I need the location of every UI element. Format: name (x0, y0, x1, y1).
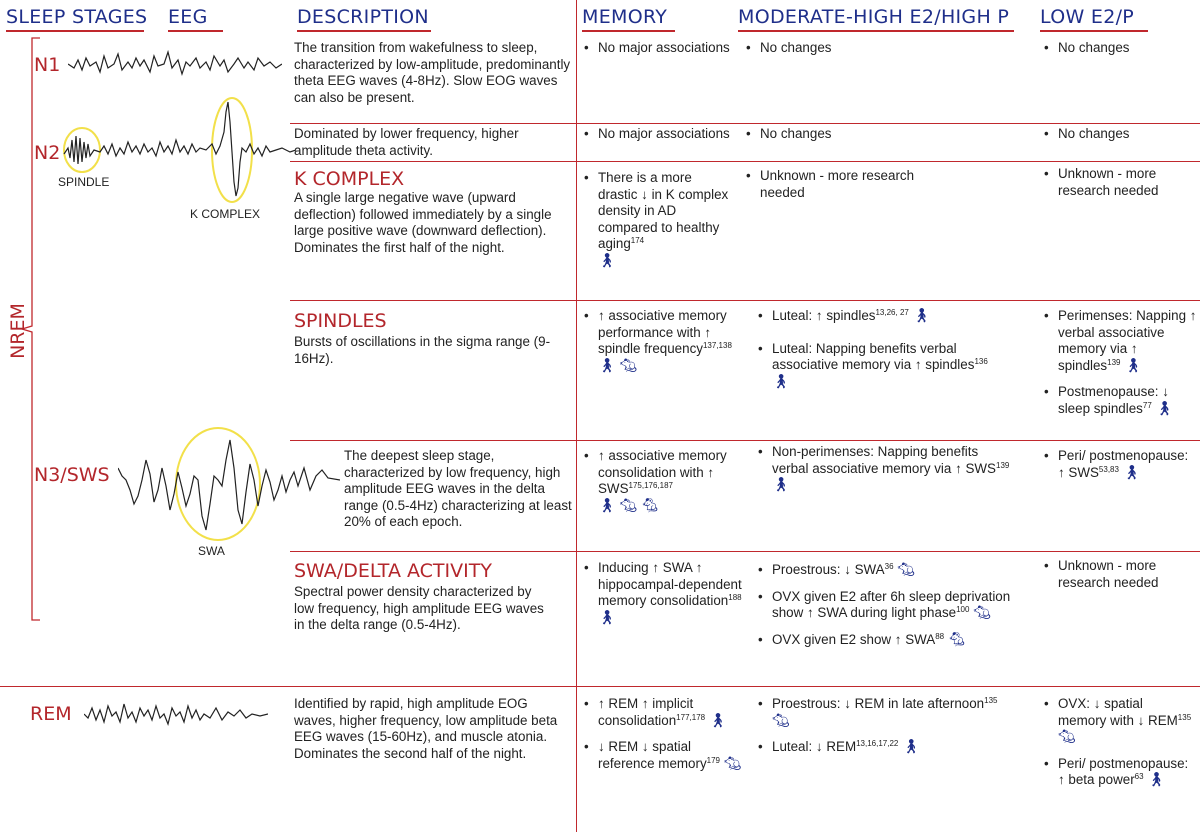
n2-low: • No changes (1042, 126, 1198, 143)
header-sleep-stages: SLEEP STAGES (6, 6, 148, 28)
row-divider (290, 161, 1200, 162)
rat-icon: 🐀︎ (619, 356, 638, 373)
spindles-description: Bursts of oscillations in the sigma range (9-16Hz). (294, 334, 551, 366)
kcomplex-title: K COMPLEX (294, 168, 405, 190)
human-icon: 🚶︎ (1122, 463, 1141, 480)
header-moderate-high: MODERATE-HIGH E2/HIGH P (738, 6, 1010, 28)
spindle-label: SPINDLE (58, 175, 110, 189)
n3-high: • Non-perimenses: Napping benefits verbal associative memory via ↑ SWS$^{139}$ 🚶︎ (756, 444, 1014, 494)
rat-icon: 🐀︎ (897, 561, 916, 577)
row-divider (290, 440, 1200, 441)
n3-description: The deepest sleep stage, characterized by low frequency, high amplitude EEG waves in the delta range (0.5-4Hz) characterizing at least 20% of each epoch. (344, 448, 572, 530)
kcomplex-memory: • There is a more drastic ↓ in K complex density in AD compared to healthy aging$^{174}$ 🚶︎ (582, 170, 732, 270)
stage-n1-label: N1 (34, 54, 61, 76)
spindles-low: • Perimenses: Napping ↑ verbal associative memory via ↑ spindles$^{139}$ 🚶︎ • Postmenopause: ↓ sleep spindles$^{77}$ 🚶︎ (1042, 308, 1198, 418)
human-icon: 🚶︎ (772, 476, 790, 493)
spindles-memory: • ↑ associative memory performance with ↑ spindle frequency$^{137,138}$ 🚶︎ 🐀︎ (582, 308, 750, 374)
rem-description: Identified by rapid, high amplitude EOG waves, higher frequency, low amplitude beta EEG waves (15-60Hz), and muscle atonia. Dominates the second half of the night. (294, 696, 558, 761)
kcomplex-description: A single large negative wave (upward deflection) followed immediately by a single large positive wave (downward deflection). Dominates the first half of the night. (294, 190, 552, 255)
header-description: DESCRIPTION (297, 6, 429, 28)
column-divider (576, 0, 577, 832)
swa-title: SWA/DELTA ACTIVITY (294, 560, 492, 582)
human-icon: 🚶︎ (598, 608, 616, 625)
spindles-title: SPINDLES (294, 310, 387, 332)
n3-memory: • ↑ associative memory consolidation with ↑ SWS$^{175,176,187}$ 🚶︎ 🐀︎ 🐁︎ (582, 448, 732, 514)
row-divider (290, 300, 1200, 301)
eeg-wave-n1 (68, 46, 282, 82)
human-icon: 🚶︎ (708, 711, 727, 728)
nrem-label: NREM (7, 303, 29, 359)
human-icon: 🚶︎ (902, 738, 920, 755)
n1-high: • No changes (744, 40, 1014, 57)
human-icon: 🚶︎ (772, 372, 790, 389)
header-eeg: EEG (168, 6, 208, 28)
human-icon: 🚶︎ (598, 496, 616, 513)
header-low: LOW E2/P (1040, 6, 1135, 28)
human-icon: 🚶︎ (1124, 356, 1143, 373)
kcomplex-label: K COMPLEX (190, 207, 261, 221)
header-underline (1040, 30, 1148, 32)
header-underline (6, 30, 144, 32)
swa-low: • Unknown - more research needed (1042, 558, 1192, 591)
row-divider (290, 551, 1200, 552)
human-icon: 🚶︎ (598, 356, 616, 373)
rat-icon: 🐀︎ (772, 711, 790, 728)
swa-description: Spectral power density characterized by low frequency, high amplitude EEG waves in the delta range (0.5-4Hz). (294, 584, 544, 633)
n2-high: • No changes (744, 126, 1014, 143)
eeg-wave-rem (84, 696, 268, 730)
mouse-icon: 🐁︎ (641, 496, 659, 513)
mouse-icon: 🐁︎ (947, 630, 966, 647)
swa-high: • Proestrous: ↓ SWA$^{36}$ 🐀︎ • OVX given E2 after 6h sleep deprivation show ↑ SWA during light phase$^{100}$ 🐀︎ • OVX given E2 show ↑ SWA$^{88}$ 🐁︎ (756, 562, 1018, 648)
n2-description: Dominated by lower frequency, higher amplitude theta activity. (294, 126, 519, 158)
stage-n2-label: N2 (34, 142, 61, 164)
rem-high: • Proestrous: ↓ REM in late afternoon$^{135}$ 🐀︎ • Luteal: ↓ REM$^{13,16,17,22}$ 🚶︎ (756, 696, 1006, 756)
rat-icon: 🐀︎ (973, 604, 991, 621)
stage-n3-label: N3/SWS (34, 464, 110, 486)
human-icon: 🚶︎ (1147, 771, 1166, 788)
eeg-wave-n2 (56, 92, 296, 220)
header-memory: MEMORY (582, 6, 668, 28)
spindles-high: • Luteal: ↑ spindles$^{13,26, 27}$ 🚶︎ • Luteal: Napping benefits verbal associative memory via ↑ spindles$^{136}$ 🚶︎ (756, 308, 1006, 390)
human-icon: 🚶︎ (598, 251, 616, 268)
n1-description: The transition from wakefulness to sleep, characterized by low-amplitude, predominantly theta EEG waves (4-8Hz). Slow EOG waves can also be present. (294, 40, 571, 105)
header-underline (168, 30, 223, 32)
rat-icon: 🐀︎ (619, 496, 638, 513)
kcomplex-low: • Unknown - more research needed (1042, 166, 1192, 199)
header-underline (297, 30, 431, 32)
n1-memory: • No major associations (582, 40, 732, 57)
header-underline (582, 30, 675, 32)
rat-icon: 🐀︎ (1058, 728, 1076, 745)
swa-memory: • Inducing ↑ SWA ↑ hippocampal-dependent memory consolidation$^{188}$ 🚶︎ (582, 560, 742, 626)
n1-low: • No changes (1042, 40, 1198, 57)
rat-icon: 🐀︎ (723, 754, 742, 771)
n3-low: • Peri/ postmenopause: ↑ SWS$^{53,83}$ 🚶︎ (1042, 448, 1192, 481)
n2-memory: • No major associations (582, 126, 732, 143)
human-icon: 🚶︎ (912, 307, 931, 323)
kcomplex-high: • Unknown - more research needed (744, 168, 944, 201)
row-divider (0, 686, 1200, 687)
header-underline (738, 30, 1014, 32)
row-divider (290, 123, 1200, 124)
rem-memory: • ↑ REM ↑ implicit consolidation$^{177,178}$ 🚶︎ • ↓ REM ↓ spatial reference memory$^{179}$ 🐀︎ (582, 696, 742, 772)
stage-rem-label: REM (30, 703, 72, 725)
human-icon: 🚶︎ (1155, 399, 1174, 416)
rem-low: • OVX: ↓ spatial memory with ↓ REM$^{135}$ 🐀︎ • Peri/ postmenopause: ↑ beta power$^{63}$ 🚶︎ (1042, 696, 1192, 789)
swa-label: SWA (198, 544, 225, 558)
eeg-wave-n3 (118, 420, 340, 544)
